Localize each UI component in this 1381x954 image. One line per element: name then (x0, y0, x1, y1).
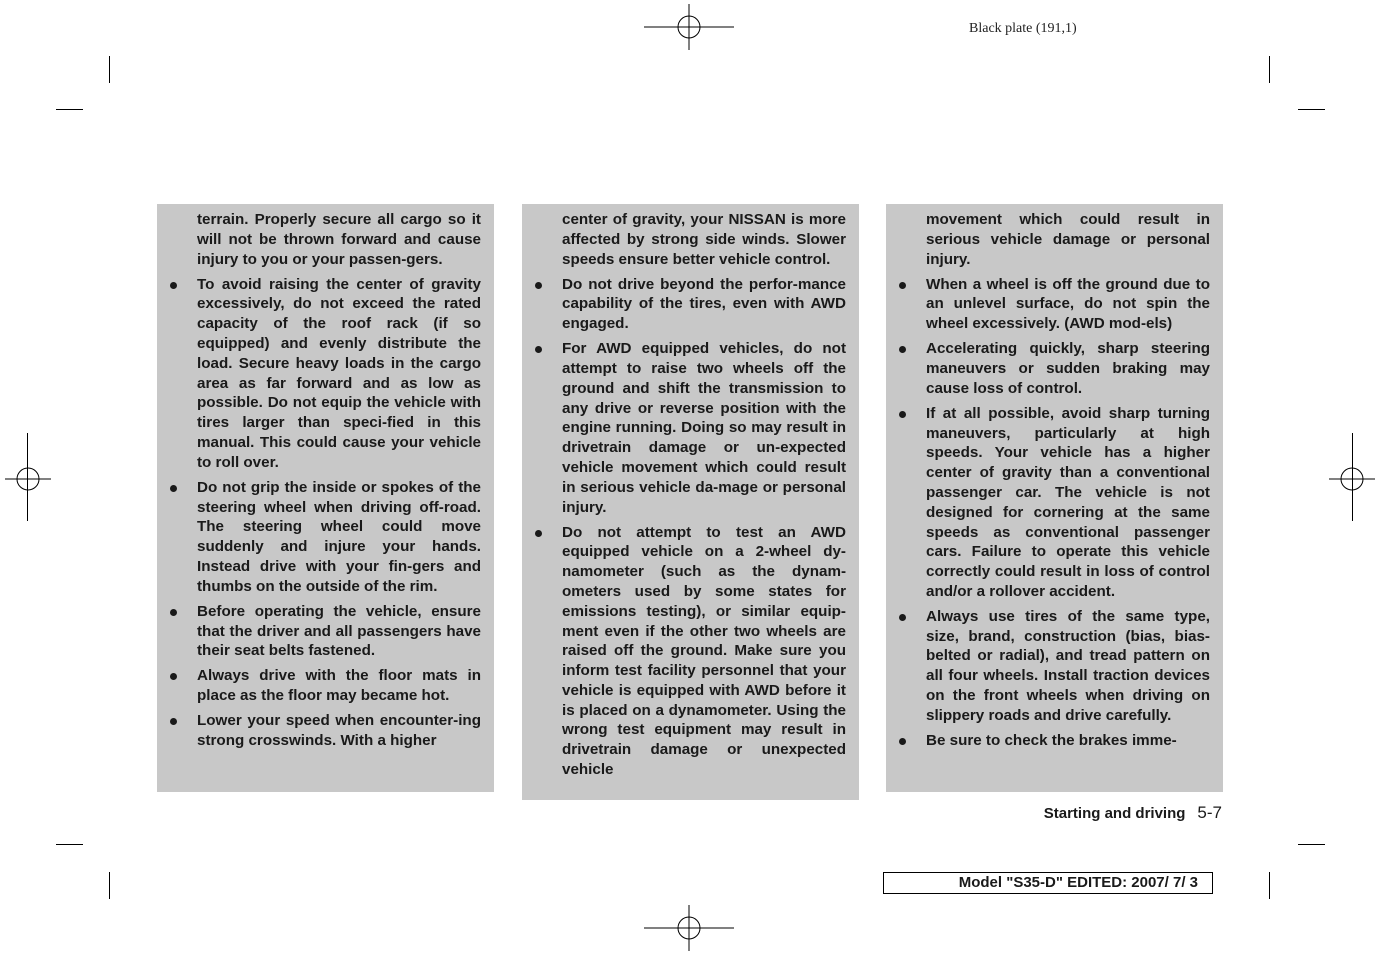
crop-mark (1298, 844, 1325, 845)
registration-mark-right (1329, 456, 1375, 502)
bullet-item: Do not grip the inside or spokes of the steering wheel when driving off-road. The steering wheel could move suddenly and injure your hands. Instead drive with your fin-gers and thumbs on the outside of the rim. (170, 478, 481, 597)
bullet-list (170, 275, 481, 751)
warning-column-2 (522, 204, 859, 800)
crop-mark (1269, 56, 1270, 83)
bullet-list (899, 275, 1210, 751)
page-number: 5-7 (1197, 803, 1222, 822)
registration-mark-bottom (644, 905, 734, 951)
bullet-item: Always drive with the floor mats in place as the floor may became hot. (170, 666, 481, 706)
bullet-item: To avoid raising the center of gravity excessively, do not exceed the rated capacity of the roof rack (if so equipped) and evenly distribute the load. Secure heavy loads in the cargo area as far forward and as low as possible. Do not equip the vehicle with tires larger than speci-fied in this manual. This could cause your vehicle to roll over. (170, 275, 481, 473)
bullet-item: Do not attempt to test an AWD equipped vehicle on a 2-wheel dy-namometer (such as the dynam-ometers used by some states for emissions testing), or similar equip-ment even if the other two wheels are raised off the ground. Make sure you inform test facility personnel that your vehicle is equipped with AWD before it is placed on a dynamometer. Using the wrong test equipment may result in drivetrain damage or unexpected vehicle (535, 523, 846, 780)
bullet-item: Do not drive beyond the perfor-mance capability of the tires, even with AWD engaged. (535, 275, 846, 334)
registration-mark-left (5, 456, 51, 502)
bullet-item: If at all possible, avoid sharp turning maneuvers, particularly at high speeds. Your vehicle has a higher center of gravity than a conventional passenger car. The vehicle is not designed for cornering at the same speeds as conventional passenger cars. Failure to operate this vehicle correctly could result in loss of control and/or a rollover accident. (899, 404, 1210, 602)
warning-column-1 (157, 204, 494, 792)
section-title: Starting and driving (1043, 805, 1186, 822)
continuation-text: terrain. Properly secure all cargo so it will not be thrown forward and cause injury to you or your passen-gers. (197, 211, 481, 268)
crop-mark (109, 872, 110, 899)
bullet-item: Accelerating quickly, sharp steering maneuvers or sudden braking may cause loss of control. (899, 339, 1210, 398)
continuation-text: center of gravity, your NISSAN is more affected by strong side winds. Slower speeds ensure better vehicle control. (562, 211, 846, 268)
bullet-item: Be sure to check the brakes imme- (899, 731, 1210, 751)
bullet-item: Before operating the vehicle, ensure that the driver and all passengers have their seat belts fastened. (170, 602, 481, 661)
continuation-text: movement which could result in serious vehicle damage or personal injury. (926, 211, 1210, 268)
bullet-item: When a wheel is off the ground due to an unlevel surface, do not spin the wheel excessively. (AWD mod-els) (899, 275, 1210, 334)
bullet-list (535, 275, 846, 780)
model-edited-box: Model "S35-D" EDITED: 2007/ 7/ 3 (883, 872, 1213, 894)
bullet-item: Lower your speed when encounter-ing strong crosswinds. With a higher (170, 711, 481, 751)
crop-mark (56, 109, 83, 110)
page-footer (1044, 803, 1222, 823)
plate-label: Black plate (191,1) (969, 21, 1077, 36)
crop-mark (1298, 109, 1325, 110)
crop-mark (1269, 872, 1270, 899)
registration-mark-top (644, 4, 734, 50)
crop-mark (109, 56, 110, 83)
crop-mark (56, 844, 83, 845)
bullet-item: Always use tires of the same type, size, brand, construction (bias, bias-belted or radial), and tread pattern on all four wheels. Install traction devices on the front wheels when driving on slippery roads and drive carefully. (899, 607, 1210, 726)
bullet-item: For AWD equipped vehicles, do not attempt to raise two wheels off the ground and shift the transmission to any drive or reverse position with the engine running. Doing so may result in drivetrain damage or un-expected vehicle movement which could result in serious vehicle da-mage or personal injury. (535, 339, 846, 517)
warning-column-3 (886, 204, 1223, 792)
